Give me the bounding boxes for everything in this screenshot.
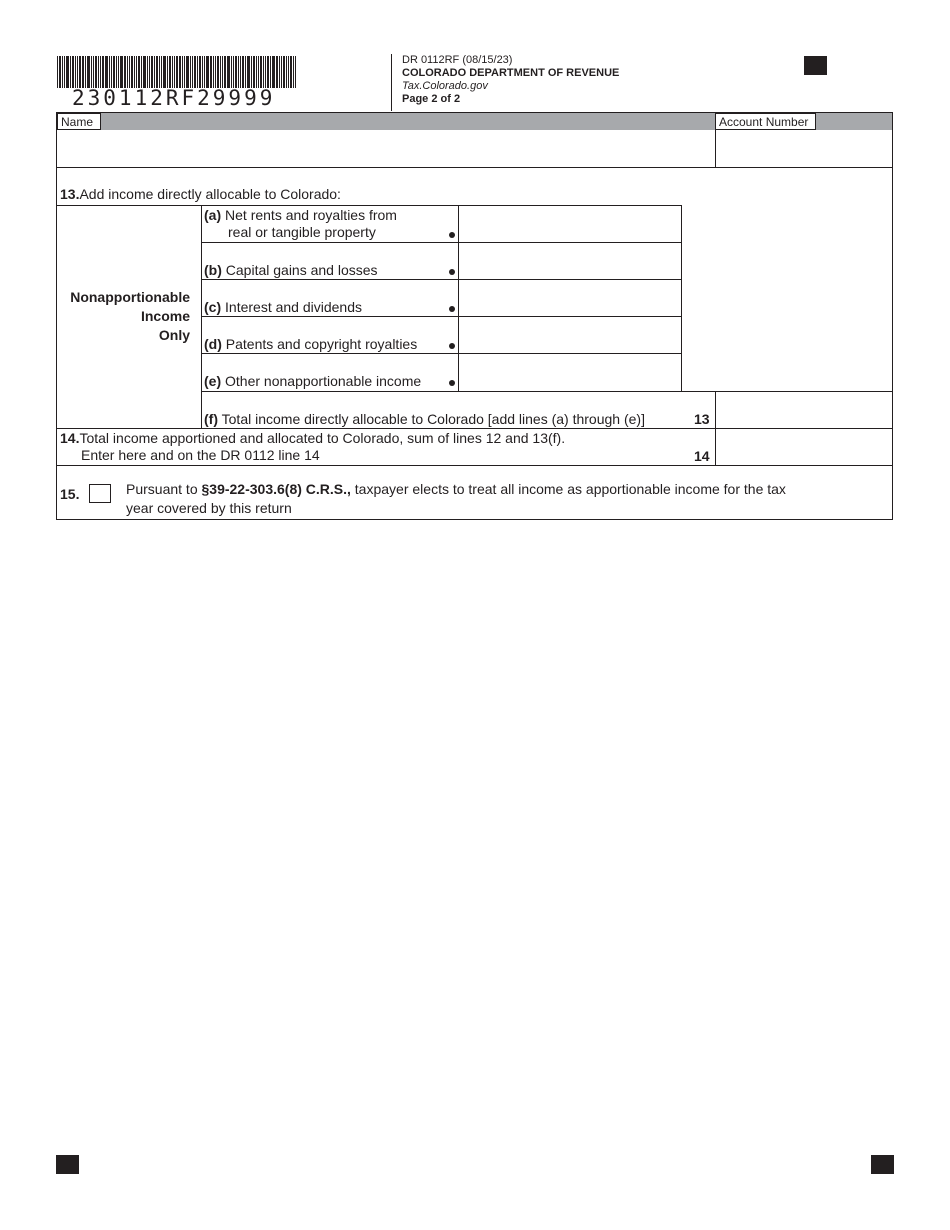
barcode-bar <box>77 56 78 88</box>
barcode-bar <box>82 56 84 88</box>
barcode-number: 230112RF29999 <box>72 86 276 110</box>
barcode-bar <box>138 56 140 88</box>
line13a-label-cont: real or tangible property <box>228 224 376 240</box>
barcode-bar <box>182 56 183 88</box>
barcode-bar <box>109 56 110 88</box>
registration-mark-top <box>804 56 827 75</box>
barcode-bar <box>258 56 259 88</box>
barcode-bar <box>93 56 94 88</box>
barcode-bar <box>134 56 135 88</box>
line13a-label: (a) Net rents and royalties from <box>204 207 397 223</box>
barcode-bar <box>194 56 196 88</box>
barcode-bar <box>64 56 65 88</box>
line13b-input[interactable] <box>460 244 680 278</box>
barcode-bar <box>174 56 175 88</box>
line13b-bullet <box>449 269 455 275</box>
barcode-bar <box>79 56 81 88</box>
barcode-bar <box>111 56 112 88</box>
name-label: Name <box>57 113 101 130</box>
barcode-bar <box>197 56 198 88</box>
barcode-bar <box>62 56 63 88</box>
barcode-bar <box>210 56 212 88</box>
barcode-bar <box>227 56 230 88</box>
barcode-bar <box>59 56 61 88</box>
barcode-bar <box>242 56 244 88</box>
barcode-bar <box>176 56 178 88</box>
barcode-bar <box>105 56 108 88</box>
page-number: Page 2 of 2 <box>402 93 461 105</box>
barcode-bar <box>136 56 137 88</box>
line13c-label: (c) Interest and dividends <box>204 299 362 315</box>
barcode-bar <box>279 56 280 88</box>
line14-text-cont: Enter here and on the DR 0112 line 14 <box>81 447 320 463</box>
line13e-bullet <box>449 380 455 386</box>
line13b-label: (b) Capital gains and losses <box>204 262 378 278</box>
barcode-bar <box>253 56 255 88</box>
line13d-bullet <box>449 343 455 349</box>
barcode-bar <box>265 56 266 88</box>
barcode-bar <box>238 56 239 88</box>
line13a-bullet <box>449 232 455 238</box>
barcode-bar <box>256 56 257 88</box>
barcode-bar <box>213 56 214 88</box>
barcode-bar <box>272 56 275 88</box>
line15-text-cont: year covered by this return <box>126 500 292 516</box>
line14-text: 14.Total income apportioned and allocated to Colorado, sum of lines 12 and 13(f). <box>60 430 566 446</box>
barcode <box>57 56 309 88</box>
line13f-input[interactable] <box>717 393 892 428</box>
name-input[interactable] <box>58 131 714 167</box>
line13d-input[interactable] <box>460 318 680 352</box>
barcode-bar <box>102 56 104 88</box>
barcode-bar <box>141 56 142 88</box>
barcode-bar <box>151 56 153 88</box>
barcode-bar <box>281 56 282 88</box>
line15-election-checkbox[interactable] <box>89 484 111 503</box>
barcode-bar <box>116 56 117 88</box>
barcode-bar <box>202 56 203 88</box>
barcode-bar <box>276 56 278 88</box>
barcode-bar <box>224 56 226 88</box>
line13d-label: (d) Patents and copyright royalties <box>204 336 418 352</box>
barcode-bar <box>240 56 241 88</box>
barcode-bar <box>206 56 209 88</box>
barcode-bar <box>179 56 181 88</box>
barcode-bar <box>113 56 115 88</box>
barcode-bar <box>217 56 219 88</box>
account-number-label: Account Number <box>715 113 816 130</box>
barcode-bar <box>161 56 162 88</box>
line14-input[interactable] <box>717 430 892 465</box>
barcode-bar <box>204 56 205 88</box>
barcode-bar <box>91 56 92 88</box>
barcode-bar <box>169 56 171 88</box>
barcode-bar <box>190 56 191 88</box>
line13e-input[interactable] <box>460 355 680 390</box>
barcode-bar <box>199 56 201 88</box>
account-number-input[interactable] <box>717 131 892 167</box>
barcode-bar <box>70 56 71 88</box>
barcode-bar <box>159 56 160 88</box>
barcode-bar <box>186 56 189 88</box>
barcode-bar <box>129 56 130 88</box>
line13c-bullet <box>449 306 455 312</box>
barcode-bar <box>120 56 123 88</box>
barcode-bar <box>131 56 133 88</box>
nonapportionable-label: Nonapportionable Income Only <box>70 289 190 343</box>
barcode-bar <box>267 56 269 88</box>
line13a-input[interactable] <box>460 207 680 241</box>
header-divider <box>391 54 392 111</box>
barcode-bar <box>231 56 232 88</box>
barcode-bar <box>167 56 168 88</box>
barcode-bar <box>235 56 237 88</box>
barcode-bar <box>118 56 119 88</box>
barcode-bar <box>247 56 250 88</box>
barcode-bar <box>124 56 126 88</box>
barcode-bar <box>95 56 97 88</box>
line13-title: 13.Add income directly allocable to Colorado: <box>60 186 341 202</box>
barcode-bar <box>98 56 99 88</box>
barcode-bar <box>127 56 128 88</box>
barcode-bar <box>85 56 86 88</box>
line14-number: 14 <box>694 448 710 464</box>
registration-mark-bottom-right <box>871 1155 894 1174</box>
barcode-bar <box>143 56 146 88</box>
barcode-bar <box>87 56 90 88</box>
barcode-bar <box>154 56 155 88</box>
website: Tax.Colorado.gov <box>402 80 488 92</box>
barcode-bar <box>156 56 158 88</box>
barcode-bar <box>286 56 287 88</box>
barcode-bar <box>220 56 221 88</box>
barcode-bar <box>263 56 264 88</box>
line13f-label: (f) Total income directly allocable to Colorado [add lines (a) through (e)] <box>204 411 645 427</box>
barcode-bar <box>163 56 166 88</box>
barcode-bar <box>72 56 74 88</box>
barcode-bar <box>147 56 148 88</box>
barcode-bar <box>66 56 69 88</box>
line15-number: 15. <box>60 486 80 502</box>
barcode-bar <box>184 56 185 88</box>
barcode-bar <box>288 56 289 88</box>
barcode-bar <box>293 56 294 88</box>
barcode-bar <box>57 56 58 88</box>
barcode-bar <box>100 56 101 88</box>
registration-mark-bottom-left <box>56 1155 79 1174</box>
barcode-bar <box>172 56 173 88</box>
barcode-bar <box>283 56 285 88</box>
barcode-bar <box>270 56 271 88</box>
line13e-label: (e) Other nonapportionable income <box>204 373 422 389</box>
barcode-bar <box>290 56 292 88</box>
form-code: DR 0112RF (08/15/23) <box>402 54 513 66</box>
barcode-bar <box>260 56 262 88</box>
barcode-bar <box>215 56 216 88</box>
line13-number: 13 <box>694 411 710 427</box>
barcode-bar <box>222 56 223 88</box>
form-header <box>402 54 619 106</box>
barcode-bar <box>233 56 234 88</box>
barcode-bar <box>149 56 150 88</box>
barcode-bar <box>245 56 246 88</box>
barcode-bar <box>251 56 252 88</box>
barcode-bar <box>192 56 193 88</box>
barcode-bar <box>295 56 296 88</box>
barcode-bar <box>75 56 76 88</box>
line13c-input[interactable] <box>460 281 680 315</box>
line15-text: Pursuant to §39-22-303.6(8) C.R.S., taxpayer elects to treat all income as apportionable income for the tax <box>126 481 786 497</box>
department-name: COLORADO DEPARTMENT OF REVENUE <box>402 67 620 79</box>
